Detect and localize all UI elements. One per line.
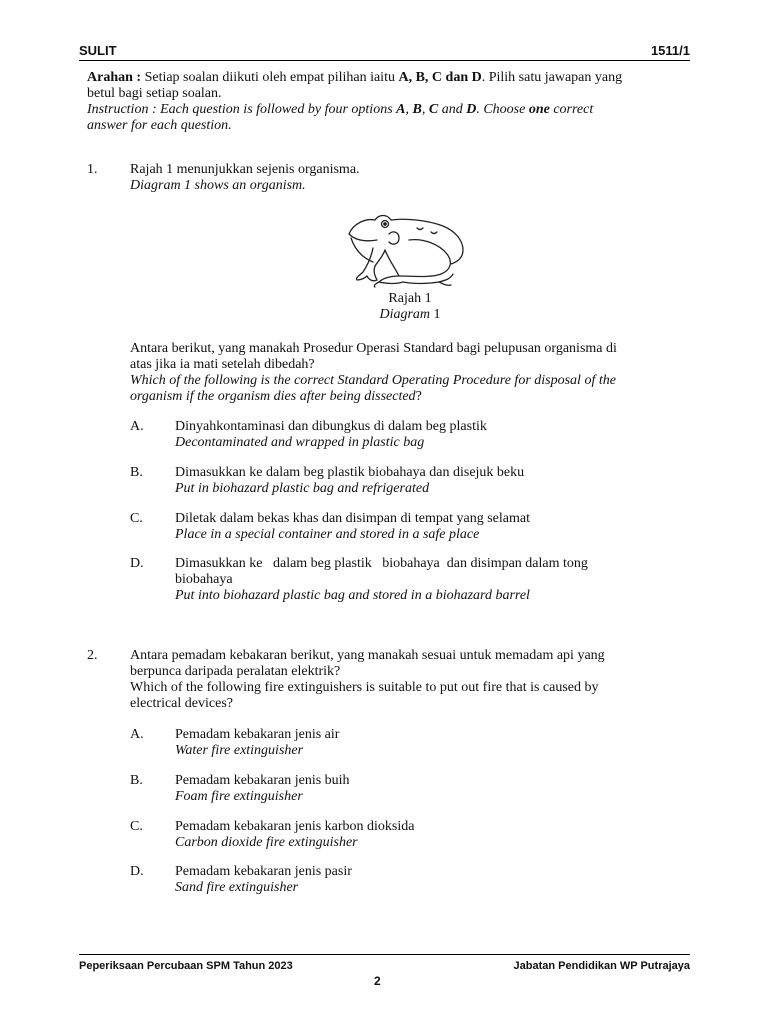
instruction-en-line1 (87, 102, 687, 118)
instruction-en-text3: correct (549, 102, 594, 117)
caption-ms: Rajah 1 (388, 291, 432, 306)
stem-en-line2: electrical devices? (130, 696, 233, 711)
instruction-en-b: B (412, 102, 422, 117)
option-ms: Dimasukkan ke dalam beg plastik biobahaya dan disejuk beku (175, 465, 525, 480)
option-ms: Diletak dalam bekas khas dan disimpan di tempat yang selamat (175, 511, 530, 526)
option-letter: C. (130, 819, 143, 834)
option-letter: A. (130, 727, 144, 742)
caption-en-number: 1 (430, 307, 441, 322)
instruction-ms-line1 (87, 70, 687, 86)
option-letter: B. (130, 773, 143, 788)
footer-department: Jabatan Pendidikan WP Putrajaya (513, 960, 690, 972)
caption-en-word: Diagram (379, 307, 431, 322)
option-ms: Pemadam kebakaran jenis buih (175, 773, 350, 788)
stem-en-line2-text: organism if the organism dies after being dissected (130, 389, 416, 404)
instruction-en-a: A (396, 102, 406, 117)
stem-ms-line1: Antara berikut, yang manakah Prosedur Operasi Standard bagi pelupusan organisma di (130, 341, 617, 356)
page-number: 2 (374, 974, 381, 988)
instruction-ms-options: A, B, C dan D (398, 70, 482, 85)
stem-en-line1: Which of the following is the correct Standard Operating Procedure for disposal of the (130, 373, 616, 388)
stem-en-question-mark: ? (415, 389, 422, 404)
instruction-ms-label: Arahan : (87, 70, 142, 85)
diagram-caption (360, 291, 460, 323)
option-letter: D. (130, 556, 144, 571)
intro-ms: Rajah 1 menunjukkan sejenis organisma. (130, 162, 360, 177)
intro-en: Diagram 1 shows an organism. (130, 178, 306, 193)
frog-diagram (343, 210, 473, 290)
instruction-en-line2: answer for each question. (87, 118, 232, 133)
question-stem (130, 341, 690, 405)
page-footer (79, 954, 690, 972)
stem-en-line1: Which of the following fire extinguishers is suitable to put out fire that is caused by (130, 680, 599, 695)
option-letter: A. (130, 419, 144, 434)
instruction-en-text2: . Choose (476, 102, 529, 117)
question-number: 1. (87, 162, 98, 177)
option-letter: B. (130, 465, 143, 480)
instruction-en-sep2: , (421, 102, 429, 117)
instructions (87, 70, 687, 134)
header-paper-code: 1511/1 (650, 43, 690, 58)
question-stem (130, 648, 690, 712)
option-ms: Pemadam kebakaran jenis pasir (175, 864, 352, 879)
option-letter: C. (130, 511, 143, 526)
instruction-en-d: D (466, 102, 477, 117)
header-classification: SULIT (79, 43, 117, 58)
stem-ms-line2: atas jika ia mati setelah dibedah? (130, 357, 315, 372)
instruction-en-text1: Instruction : Each question is followed by four options (87, 102, 397, 117)
option-ms-line2: biobahaya (175, 572, 233, 587)
question-intro (130, 162, 690, 194)
option-ms: Pemadam kebakaran jenis karbon dioksida (175, 819, 415, 834)
option-ms: Dinyahkontaminasi dan dibungkus di dalam beg plastik (175, 419, 487, 434)
page-header (79, 43, 690, 61)
instruction-en-and: and (438, 102, 467, 117)
instruction-ms-line2: betul bagi setiap soalan. (87, 86, 222, 101)
caption-en (360, 307, 460, 323)
instruction-ms-text2: . Pilih satu jawapan yang (481, 70, 623, 85)
instruction-en-sep1: , (405, 102, 413, 117)
option-en: Foam fire extinguisher (175, 789, 303, 804)
option-en: Water fire extinguisher (175, 743, 304, 758)
option-ms: Pemadam kebakaran jenis air (175, 727, 340, 742)
stem-ms-line2: berpunca daripada peralatan elektrik? (130, 664, 341, 679)
instruction-en-c: C (428, 102, 439, 117)
stem-en-line2 (130, 389, 690, 405)
question-number: 2. (87, 648, 98, 663)
option-en: Sand fire extinguisher (175, 880, 299, 895)
instruction-ms-text1: Setiap soalan diikuti oleh empat pilihan iaitu (141, 70, 399, 85)
option-en: Carbon dioxide fire extinguisher (175, 835, 358, 850)
stem-ms-line1: Antara pemadam kebakaran berikut, yang manakah sesuai untuk memadam api yang (130, 648, 605, 663)
option-ms: Dimasukkan ke dalam beg plastik biobahaya dan disimpan dalam tong (175, 556, 588, 571)
footer-exam-title: Peperiksaan Percubaan SPM Tahun 2023 (79, 960, 293, 972)
option-en: Decontaminated and wrapped in plastic bag (175, 435, 425, 450)
option-en: Put into biohazard plastic bag and stored in a biohazard barrel (175, 588, 530, 603)
option-en: Put in biohazard plastic bag and refrigerated (175, 481, 430, 496)
instruction-en-one: one (528, 102, 550, 117)
option-letter: D. (130, 864, 144, 879)
option-en: Place in a special container and stored in a safe place (175, 527, 480, 542)
